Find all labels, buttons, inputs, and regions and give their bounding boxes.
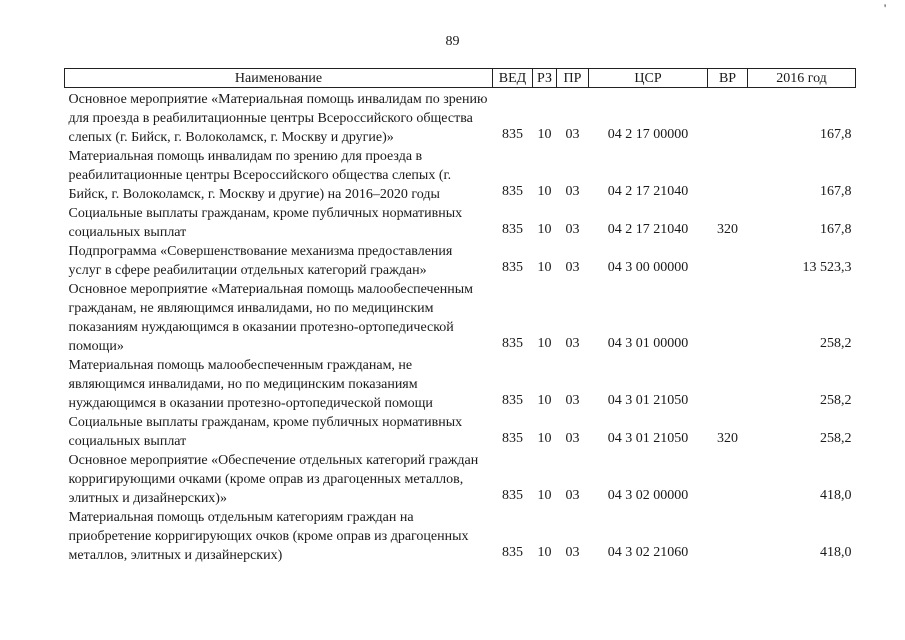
header-name: Наименование [65, 69, 493, 88]
row-vr [708, 242, 748, 280]
row-ved: 835 [502, 393, 523, 408]
row-csr: 04 2 17 00000 [607, 127, 689, 142]
row-pr: 03 [565, 222, 580, 237]
corner-mark: ' [884, 1, 887, 15]
row-csr: 04 3 00 00000 [607, 260, 689, 275]
table-row [65, 413, 856, 451]
header-rz: РЗ [533, 69, 557, 88]
row-name: Материальная помощь инвалидам по зрению для проезда в реабилитационные центры Всероссийского общества слепых (г. Бийск, г. Волоколамск, г. Москву и другие) на 2016–2020 годы [68, 149, 452, 202]
row-rz: 10 [537, 488, 552, 503]
header-ved: ВЕД [493, 69, 533, 88]
row-rz: 10 [537, 393, 552, 408]
table-header-row [65, 69, 856, 88]
table-row [65, 147, 856, 204]
page-number: 89 [445, 34, 460, 49]
row-csr: 04 3 02 00000 [607, 488, 689, 503]
row-name: Подпрограмма «Совершенствование механизма предоставления услуг в сфере реабилитации отдельных категорий граждан» [68, 244, 453, 278]
row-pr: 03 [565, 336, 580, 351]
row-csr: 04 2 17 21040 [607, 184, 689, 199]
row-name: Основное мероприятие «Материальная помощь малообеспеченным гражданам, не являющимся инвалидами, но по медицинским показаниям нуждающимся в оказании протезно-ортопедической помощи» [68, 282, 474, 354]
budget-table [64, 68, 856, 565]
table-row [65, 356, 856, 413]
row-ved: 835 [502, 545, 523, 560]
row-amount: 418,0 [820, 545, 852, 560]
row-rz: 10 [537, 127, 552, 142]
row-csr: 04 3 02 21060 [607, 545, 689, 560]
row-amount: 258,2 [820, 336, 852, 351]
table-row [65, 508, 856, 565]
row-amount: 258,2 [820, 393, 852, 408]
row-vr [708, 451, 748, 508]
row-rz: 10 [537, 336, 552, 351]
row-name: Основное мероприятие «Обеспечение отдельных категорий граждан корригирующими очками (кроме оправ из драгоценных металлов, элитных и дизайнерских)» [68, 453, 479, 506]
row-pr: 03 [565, 184, 580, 199]
row-vr [708, 280, 748, 356]
row-vr [708, 356, 748, 413]
row-ved: 835 [502, 127, 523, 142]
row-name: Социальные выплаты гражданам, кроме публичных нормативных социальных выплат [68, 415, 463, 449]
row-amount: 167,8 [820, 222, 852, 237]
header-pr: ПР [557, 69, 589, 88]
row-csr: 04 3 01 21050 [607, 431, 689, 446]
row-pr: 03 [565, 127, 580, 142]
row-vr: 320 [717, 222, 738, 237]
row-amount: 418,0 [820, 488, 852, 503]
table-row [65, 242, 856, 280]
row-ved: 835 [502, 431, 523, 446]
row-ved: 835 [502, 336, 523, 351]
row-amount: 13 523,3 [802, 260, 852, 275]
row-rz: 10 [537, 431, 552, 446]
row-pr: 03 [565, 545, 580, 560]
row-amount: 167,8 [820, 184, 852, 199]
row-ved: 835 [502, 222, 523, 237]
row-pr: 03 [565, 393, 580, 408]
row-pr: 03 [565, 260, 580, 275]
row-vr [708, 88, 748, 148]
table-row [65, 204, 856, 242]
header-vr: ВР [708, 69, 748, 88]
row-rz: 10 [537, 184, 552, 199]
row-pr: 03 [565, 431, 580, 446]
row-ved: 835 [502, 488, 523, 503]
header-year: 2016 год [748, 69, 856, 88]
table-row [65, 88, 856, 148]
row-csr: 04 3 01 00000 [607, 336, 689, 351]
table-row [65, 280, 856, 356]
row-rz: 10 [537, 260, 552, 275]
row-name: Основное мероприятие «Материальная помощь инвалидам по зрению для проезда в реабилитационные центры Всероссийского общества слепых (г. Бийск, г. Волоколамск, г. Москву и другие)» [68, 92, 488, 145]
row-name: Материальная помощь отдельным категориям граждан на приобретение корригирующих очков (кроме оправ из драгоценных металлов, элитных и дизайнерских) [68, 510, 469, 563]
row-csr: 04 3 01 21050 [607, 393, 689, 408]
row-amount: 258,2 [820, 431, 852, 446]
row-ved: 835 [502, 260, 523, 275]
header-csr: ЦСР [589, 69, 708, 88]
row-rz: 10 [537, 222, 552, 237]
row-csr: 04 2 17 21040 [607, 222, 689, 237]
row-vr [708, 147, 748, 204]
row-vr: 320 [717, 431, 738, 446]
row-ved: 835 [502, 184, 523, 199]
row-vr [708, 508, 748, 565]
row-name: Материальная помощь малообеспеченным гражданам, не являющимся инвалидами, но по медицинским показаниям нуждающимся в оказании протезно-ортопедической помощи [68, 358, 433, 411]
table-row [65, 451, 856, 508]
row-rz: 10 [537, 545, 552, 560]
row-name: Социальные выплаты гражданам, кроме публичных нормативных социальных выплат [68, 206, 463, 240]
row-amount: 167,8 [820, 127, 852, 142]
row-pr: 03 [565, 488, 580, 503]
